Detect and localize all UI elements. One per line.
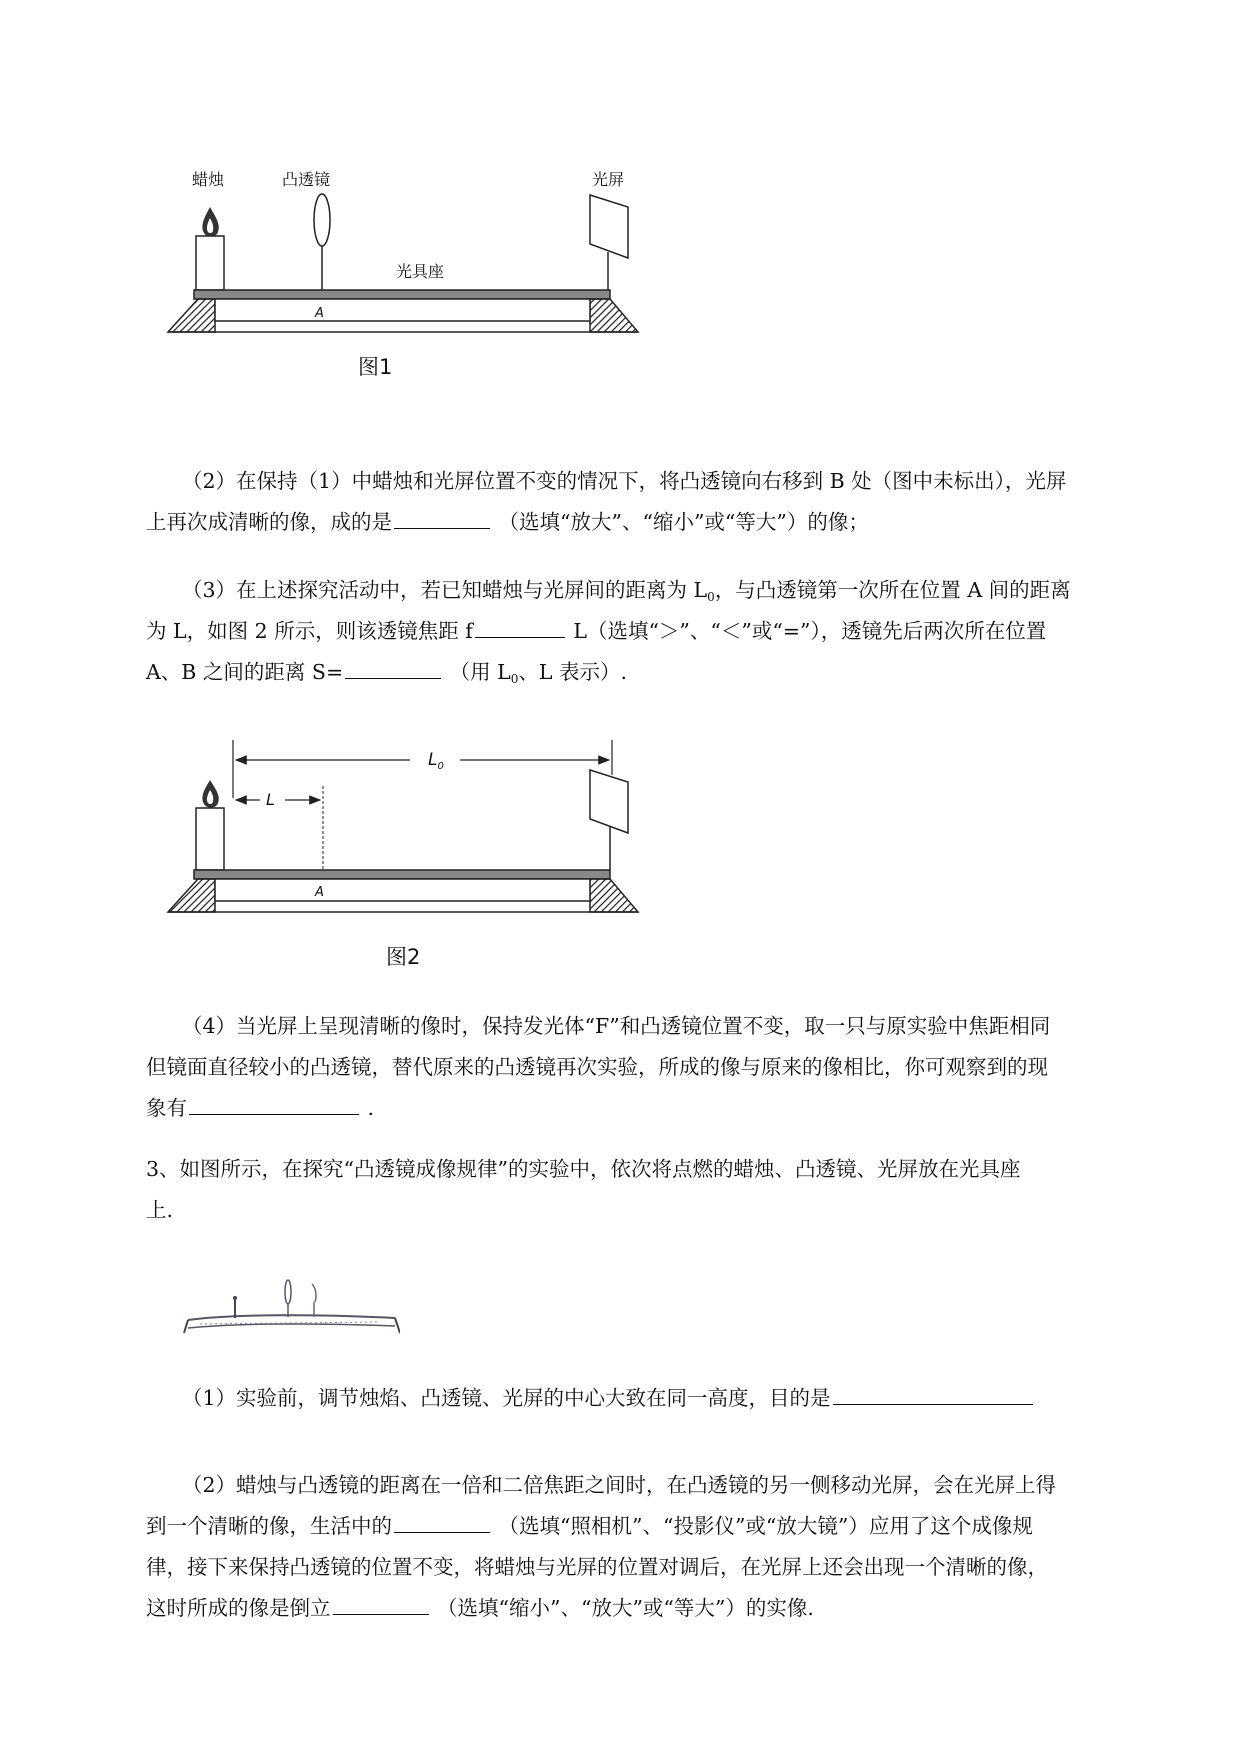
answer-blank[interactable] xyxy=(189,1090,359,1115)
l0-label: $L_0$ xyxy=(428,750,444,772)
q3-1-line1: （1）实验前，调节烛焰、凸透镜、光屏的中心大致在同一高度，目的是 xyxy=(146,1378,1146,1419)
q2-4-line3: 象有 . xyxy=(146,1088,1146,1129)
q2-3-line1: （3）在上述探究活动中，若已知蜡烛与光屏间的距离为 $L_0$，与凸透镜第一次所在位置 A 间的距离 xyxy=(182,578,1071,604)
figure-1-caption: 图1 xyxy=(358,355,393,379)
q3-2-line1: （2）蜡烛与凸透镜的距离在一倍和二倍焦距之间时，在凸透镜的另一侧移动光屏，会在光屏上得 xyxy=(182,1473,1057,1497)
position-a-label: A xyxy=(315,885,324,900)
figure-2 xyxy=(160,730,660,980)
answer-blank[interactable] xyxy=(833,1380,1033,1405)
q2-2-line2: 上再次成清晰的像，成的是 （选填“放大”、“缩小”或“等大”）的像； xyxy=(146,502,1146,543)
q3-line2: 上. xyxy=(146,1198,174,1222)
q3-2-line3: 律，接下来保持凸透镜的位置不变，将蜡烛与光屏的位置对调后，在光屏上还会出现一个清晰的像， xyxy=(146,1555,1048,1579)
q2-4-line2: 但镜面直径较小的凸透镜，替代原来的凸透镜再次实验，所成的像与原来的像相比，你可观察到的现 xyxy=(146,1055,1048,1079)
question-3-2 xyxy=(146,1465,1146,1629)
question-3 xyxy=(146,1149,1146,1231)
screen-icon xyxy=(590,195,628,290)
q2-2-line1: （2）在保持（1）中蜡烛和光屏位置不变的情况下，将凸透镜向右移到 B 处（图中未标出），光屏 xyxy=(182,469,1067,493)
bench-label: 光具座 xyxy=(396,262,445,281)
lens-icon xyxy=(285,1280,291,1317)
optical-bench xyxy=(184,1315,400,1333)
lens-icon xyxy=(314,194,330,290)
screen-label: 光屏 xyxy=(592,170,625,189)
question-2-2 xyxy=(146,461,1146,543)
question-2-4 xyxy=(146,1006,1146,1129)
optical-bench xyxy=(168,290,638,332)
lens-label: 凸透镜 xyxy=(282,170,331,189)
q2-4-line1: （4）当光屏上呈现清晰的像时，保持发光体“F”和凸透镜位置不变，取一只与原实验中焦距相同 xyxy=(182,1014,1051,1038)
q3-2-line4: 这时所成的像是倒立 （选填“缩小”、“放大”或“等大”）的实像. xyxy=(146,1588,1146,1629)
q2-3-line3: A、B 之间的距离 S= （用 $L_0$、L 表示）. xyxy=(146,652,1146,693)
answer-blank[interactable] xyxy=(475,613,565,638)
q3-2-line2: 到一个清晰的像，生活中的 （选填“照相机”、“投影仪”或“放大镜”）应用了这个成像规 xyxy=(146,1506,1146,1547)
answer-blank[interactable] xyxy=(333,1590,429,1615)
candle-icon xyxy=(196,780,224,870)
q3-line1: 3、如图所示，在探究“凸透镜成像规律”的实验中，依次将点燃的蜡烛、凸透镜、光屏放在光具座 xyxy=(146,1157,1021,1181)
q2-3-line2: 为 L，如图 2 所示，则该透镜焦距 f L（选填“＞”、“＜”或“=”），透镜先后两次所在位置 xyxy=(146,611,1146,652)
figure-2-caption: 图2 xyxy=(386,945,421,969)
answer-blank[interactable] xyxy=(345,654,441,679)
optical-bench xyxy=(168,870,638,912)
screen-icon xyxy=(590,770,628,870)
question-3-1 xyxy=(146,1378,1146,1419)
position-a-label: A xyxy=(315,306,324,321)
figure-1 xyxy=(160,160,660,390)
question-2-3 xyxy=(146,570,1146,693)
answer-blank[interactable] xyxy=(394,1508,490,1533)
candle-icon xyxy=(233,1296,237,1318)
answer-blank[interactable] xyxy=(394,504,490,529)
l-label: L xyxy=(266,790,275,809)
figure-3 xyxy=(180,1270,400,1340)
candle-label: 蜡烛 xyxy=(192,170,225,189)
screen-icon xyxy=(312,1284,316,1317)
candle-icon xyxy=(196,207,224,290)
